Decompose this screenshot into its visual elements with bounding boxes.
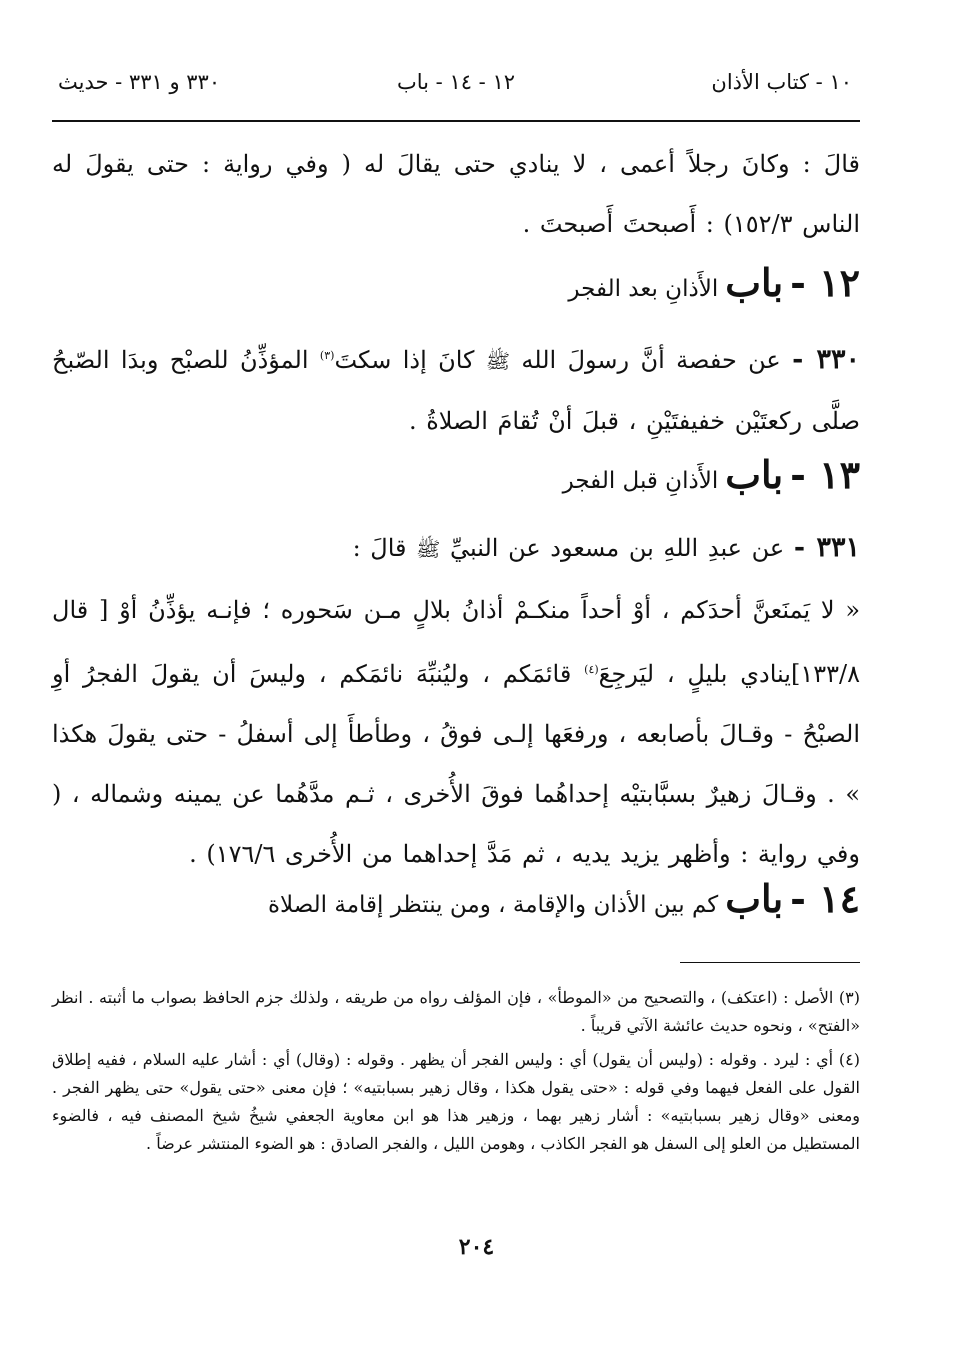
bab-13-heading: [52, 452, 860, 497]
bab-12-number: ١٢ -: [790, 260, 860, 305]
header-divider: [52, 120, 860, 122]
bab-12-heading: [52, 260, 860, 305]
footnote-3: (٣) الأصل : (اعتكف) ، والتصحيح من «الموطأ» ، فإن المؤلف رواه من طريقه ، ولذلك جزم الحافظ بصواب ما أثبته . انظر «الفتح» ، ونحوه حديث عائشة الآتي قريباً .: [52, 988, 860, 1035]
bab-14-word: باب: [725, 876, 784, 921]
hadith-330: [52, 326, 860, 451]
bab-12-word: باب: [725, 260, 784, 305]
hadith-330-number: ٣٣٠ -: [792, 344, 860, 375]
bab-13-number: ١٣ -: [790, 452, 860, 497]
header-chapter-range: ١٢ - ١٤ - باب: [396, 70, 516, 94]
footnote-ref-4[interactable]: (٤): [584, 663, 599, 676]
hadith-331-text-2: قائمَكم ، وليُنبِّهَ نائمَكم ، وليسَ أن يقولَ الفجرُ أوِ الصبْحُ - وقـالَ بأصابعه ، ورفعَها إلـى فوقُ ، وطأطأَ إلى أسفلُ - حتى يقولَ هكذا » . وقـالَ زهيرٌ بسبَّابتيْه إحداهُما فوقَ الأُخرى ، ثـم مدَّهُما عن يمينه وشماله ، ( وفي رواية : وأظهر يزيد يديه ، ثم مَدَّ إحداهما من الأُخرى ١٧٦/٦) .: [52, 660, 860, 868]
hadith-331-intro-text-2: قالَ :: [352, 534, 407, 562]
footnote-divider: [680, 962, 860, 963]
hadith-330-text-1: عن حفصة أنَّ رسولَ الله: [521, 346, 781, 374]
bab-12-title: الأَذانِ بعد الفجر: [568, 276, 719, 302]
hadith-331-intro: [52, 518, 860, 579]
page-number: ٢٠٤: [458, 1234, 495, 1260]
hadith-330-text-3: المؤذِّنُ للصبْح وبدَا الصّبحُ صلَّى ركعتَيْن خفيفتَيْنِ ، قبلَ أنْ تُقامَ الصلاةُ .: [52, 346, 860, 435]
hadith-331-number: ٣٣١ -: [793, 532, 860, 563]
hadith-330-text-2: كانَ إذا سكتَ: [334, 346, 475, 374]
hadith-331-body: [52, 580, 860, 884]
bab-13-title: الأَذانِ قبل الفجر: [562, 468, 719, 494]
header-book-title: ١٠ - كتاب الأذان: [711, 70, 852, 94]
running-header: [52, 64, 860, 104]
header-hadith-range: ٣٣٠ و ٣٣١ - حديث: [58, 70, 221, 94]
sallallah-glyph: ﷺ: [416, 537, 441, 561]
bab-14-title: كم بين الأذان والإقامة ، ومن ينتظر إقامة الصلاة: [267, 892, 719, 918]
bab-13-word: باب: [725, 452, 784, 497]
bab-14-number: ١٤ -: [790, 876, 860, 921]
sallallah-glyph: ﷺ: [485, 349, 511, 373]
intro-paragraph: قالَ : وكانَ رجلاً أعمى ، لا ينادي حتى يقالَ له ( وفي رواية : حتى يقولَ له الناس ١٥٢/٣) : أَصبحتَ أَصبحتَ .: [52, 150, 860, 238]
bab-14-heading: [52, 876, 860, 921]
footnote-ref-3[interactable]: (٣): [319, 349, 335, 362]
footnote-4: (٤) أي : ليرد . وقوله : (وليس أن يقول) أي : وليس الفجر أن يظهر . وقوله : (وقال) أي : أشار عليه السلام ، ففيه إطلاق القول على الفعل فيهما وفي قوله : «حتى يقول هكذا ، وقال زهير بسبابتيه» ؛ فإن معنى «حتى يقول» حتى يظهر الفجر . ومعنى «وقال زهير بسبابتيه» : أشار زهير بهما ، وزهير هذا هو ابن معاوية الجعفي شيخُ شيخ المصنف فيه ، فالضوء المستطيل من العلو إلى السفل هو الفجر الكاذب ، وهومن الليل ، والفجر الصادق : هو الضوء المنتشر عرضاً .: [52, 1050, 860, 1153]
hadith-331-intro-text-1: عن عبدِ اللهِ بن مسعود عن النبيِّ: [449, 534, 785, 562]
hadith-331-text-1: « لا يَمنَعنَّ أحدَكم ، أوْ أحداً منكـمْ أذانُ بلالٍ مـن سَحوره ؛ فإنـه يؤذِّنُ أوْ [ قال ١٣٣/٨]ينادي بليلٍ ، ليَرجِعَ: [52, 596, 861, 688]
